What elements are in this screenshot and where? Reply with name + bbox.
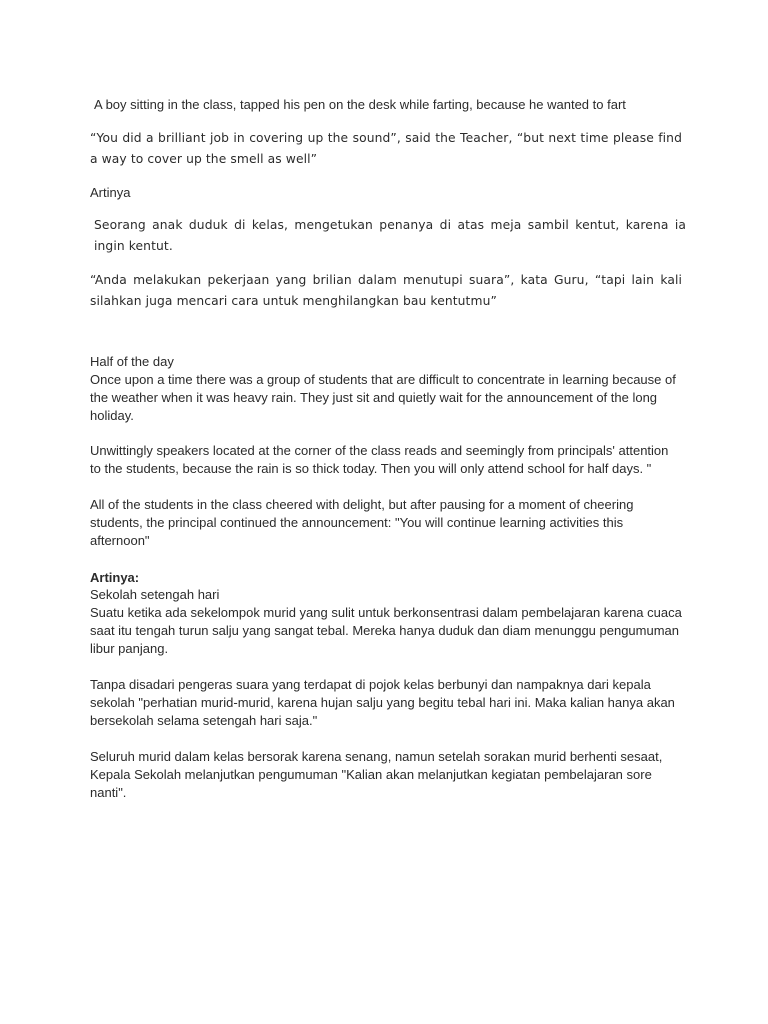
artinya-bold-heading: Artinya: [90, 570, 140, 585]
translation-paragraph-1: Suatu ketika ada sekelompok murid yang sulit untuk berkonsentrasi dalam pembelajaran karena cuaca saat itu tengah turun salju yang sangat tebal. Mereka hanya duduk dan diam menunggu pengumuman libur panjang. [90, 605, 682, 656]
joke-paragraph-english: A boy sitting in the class, tapped his pen on the desk while farting, because he wanted to fart [94, 97, 626, 112]
translation-paragraph-3: Seluruh murid dalam kelas bersorak karena senang, namun setelah sorakan murid berhenti sesaat, Kepala Sekolah melanjutkan pengumuman "Kalian akan melanjutkan kegiatan pembelajaran sore nanti". [90, 749, 663, 800]
teacher-quote-english: “You did a brilliant job in covering up the sound”, said the Teacher, “but next time please find a way to cover up the smell as well” [90, 131, 682, 166]
joke-paragraph-indonesian: Seorang anak duduk di kelas, mengetukan penanya di atas meja sambil kentut, karena ia ingin kentut. [94, 218, 686, 253]
story-title: Half of the day [90, 354, 174, 369]
translation-paragraph-2: Tanpa disadari pengeras suara yang terdapat di pojok kelas berbunyi dan nampaknya dari kepala sekolah "perhatian murid-murid, karena hujan salju yang begitu tebal hari ini. Maka kalian hanya akan bersekolah selama setengah hari saja." [90, 677, 675, 728]
story-paragraph-2: Unwittingly speakers located at the corner of the class reads and seemingly from principals' attention to the students, because the rain is so thick today. Then you will only attend school for half days. " [90, 443, 669, 476]
teacher-quote-indonesian: “Anda melakukan pekerjaan yang brilian dalam menutupi suara”, kata Guru, “tapi lain kali silahkan juga mencari cara untuk menghilangkan bau kentutmu” [90, 273, 682, 308]
story-paragraph-3: All of the students in the class cheered with delight, but after pausing for a moment of cheering students, the principal continued the announcement: "You will continue learning activities this afternoon" [90, 497, 634, 548]
translation-title: Sekolah setengah hari [90, 587, 220, 602]
artinya-heading: Artinya [90, 185, 131, 200]
story-paragraph-1: Once upon a time there was a group of students that are difficult to concentrate in learning because of the weather when it was heavy rain. They just sit and quietly wait for the announcement of the long holiday. [90, 372, 676, 423]
